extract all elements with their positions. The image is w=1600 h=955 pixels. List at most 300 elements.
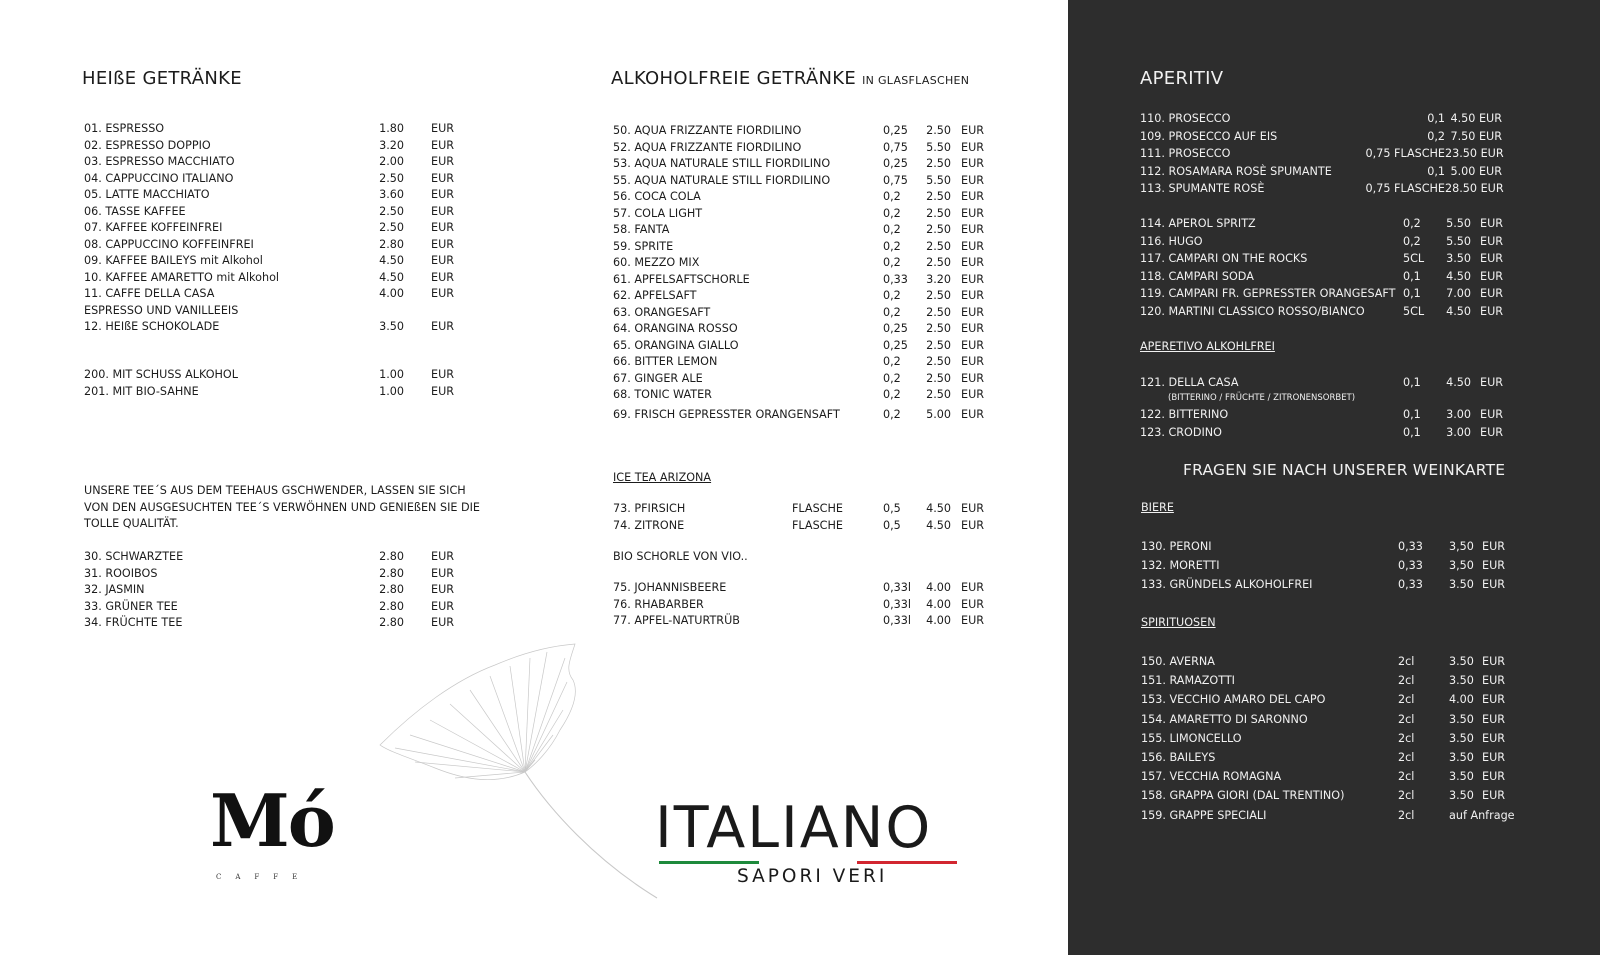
- menu-item-name: 58. FANTA: [613, 223, 670, 236]
- menu-item-price: 2.50: [926, 355, 951, 368]
- menu-item-name: 154. AMARETTO DI SARONNO: [1141, 712, 1308, 726]
- menu-item-price: 2.50: [926, 206, 951, 220]
- menu-item-price: 5.50: [926, 140, 951, 154]
- menu-item-name: 34. FRÜCHTE TEE: [84, 616, 183, 629]
- menu-item-name: 02. ESPRESSO DOPPIO: [84, 138, 211, 152]
- menu-item-cur: EUR: [961, 157, 985, 170]
- menu-item-cur: EUR: [1482, 674, 1506, 688]
- menu-item-name: 06. TASSE KAFFEE: [84, 204, 186, 218]
- menu-item-vol: 2cl: [1398, 731, 1415, 745]
- menu-item-price: 2.50: [379, 221, 404, 234]
- menu-item-price: 4.50: [1446, 376, 1471, 389]
- menu-item: [613, 239, 993, 256]
- menu-item-type: FLASCHE: [792, 502, 843, 515]
- menu-item-vol: 2cl: [1398, 750, 1415, 764]
- hot-extras-list: [84, 367, 464, 400]
- spirits-list: [1141, 652, 1581, 825]
- menu-item: [1141, 767, 1581, 786]
- menu-item-price: 3.50: [1449, 750, 1474, 764]
- menu-item-price: 3.20: [379, 138, 404, 152]
- menu-item-name: 62. APFELSAFT: [613, 289, 697, 302]
- menu-item: [1141, 748, 1581, 767]
- menu-item-price: 3.50: [1449, 770, 1474, 784]
- menu-item-name: 65. ORANGINA GIALLO: [613, 338, 739, 352]
- menu-item-vol: 2cl: [1398, 693, 1415, 707]
- aperitivo-af-title: APERETIVO ALKOHLFREI: [1140, 340, 1275, 353]
- menu-item-vol: 0,75: [883, 173, 908, 187]
- ginkgo-leaf-icon: [375, 640, 675, 900]
- menu-item: [84, 286, 464, 303]
- menu-item: [613, 173, 993, 190]
- menu-item-vol: 0,25: [883, 322, 908, 335]
- menu-item: [613, 305, 993, 322]
- menu-item-price: 2.50: [926, 223, 951, 236]
- menu-item: [613, 189, 993, 206]
- menu-item-name: 63. ORANGESAFT: [613, 305, 711, 319]
- menu-item-name: 32. JASMIN: [84, 583, 145, 596]
- menu-item-cur: EUR: [1480, 408, 1504, 421]
- menu-item-name: 77. APFEL-NATURTRÜB: [613, 614, 740, 627]
- menu-item-price: 4.50: [1446, 304, 1471, 318]
- menu-item-vol: 0,75 FLASCHE: [1365, 182, 1445, 196]
- menu-item-name: 116. HUGO: [1140, 234, 1203, 248]
- menu-item-name: 74. ZITRONE: [613, 518, 685, 532]
- menu-item-name: 12. HEIßE SCHOKOLADE: [84, 320, 220, 333]
- menu-item-price: 2.80: [379, 237, 404, 251]
- menu-item: [84, 549, 464, 566]
- menu-item: [613, 338, 993, 355]
- menu-item-cur: EUR: [1482, 578, 1506, 592]
- menu-item-name: 52. AQUA FRIZZANTE FIORDILINO: [613, 140, 802, 154]
- menu-item-price: 3,50: [1449, 540, 1474, 553]
- menu-item-cur: EUR: [961, 581, 985, 594]
- tea-intro-line: TOLLE QUALITÄT.: [84, 517, 179, 530]
- menu-item: [1140, 285, 1580, 303]
- menu-item-name: 113. SPUMANTE ROSÈ: [1140, 182, 1265, 196]
- menu-item-name: 01. ESPRESSO: [84, 122, 165, 135]
- menu-item-name: 61. APFELSAFTSCHORLE: [613, 272, 750, 286]
- menu-item: [613, 597, 993, 614]
- menu-item-name: 120. MARTINI CLASSICO ROSSO/BIANCO: [1140, 304, 1365, 318]
- menu-item-cur: EUR: [961, 272, 985, 286]
- menu-item-vol: 0,33l: [883, 614, 912, 627]
- menu-item-cur: EUR: [431, 616, 455, 629]
- menu-item-cur: EUR: [1480, 252, 1504, 266]
- spritz-list: [1140, 215, 1580, 321]
- menu-item-cur: EUR: [431, 270, 455, 284]
- menu-item-name: ESPRESSO UND VANILLEEIS: [84, 303, 239, 317]
- menu-item-cur: EUR: [431, 171, 455, 185]
- menu-item: [1141, 652, 1581, 671]
- menu-item-price: 3.50: [379, 320, 404, 333]
- menu-item: [1140, 163, 1580, 181]
- menu-item-vol: 0,1: [1403, 425, 1421, 439]
- menu-item-price: 4.50: [926, 518, 951, 532]
- menu-item: [1140, 110, 1580, 128]
- menu-item-name: 55. AQUA NATURALE STILL FIORDILINO: [613, 173, 831, 187]
- menu-item: [84, 303, 464, 320]
- menu-item-cur: EUR: [431, 155, 455, 168]
- menu-item-cur: EUR: [1480, 425, 1504, 439]
- menu-item-price: 7.00: [1446, 287, 1471, 301]
- menu-item-price: 5.50: [1446, 234, 1471, 248]
- menu-item-cur: EUR: [431, 254, 455, 267]
- menu-item-price: 3.00: [1446, 425, 1471, 439]
- menu-item-name: 57. COLA LIGHT: [613, 206, 703, 220]
- menu-item-name: 118. CAMPARI SODA: [1140, 269, 1254, 283]
- menu-item-cur: EUR: [431, 138, 455, 152]
- menu-item-cur: EUR: [1480, 217, 1504, 230]
- hot-drinks-list: [84, 121, 464, 336]
- menu-item-cur: EUR: [1482, 750, 1506, 764]
- menu-item-price: 2.50: [926, 190, 951, 203]
- menu-item-cur: EUR: [431, 122, 455, 135]
- menu-item: [1141, 786, 1581, 805]
- menu-item: [613, 206, 993, 223]
- soft-drinks-subtitle: IN GLASFLASCHEN: [862, 74, 970, 87]
- flag-red-stripe: [857, 861, 957, 864]
- flag-green-stripe: [659, 861, 759, 864]
- menu-item-price: 4.00: [926, 614, 951, 627]
- menu-item-price: 2.80: [379, 550, 404, 563]
- menu-item-price: 2.80: [379, 566, 404, 580]
- menu-item-price: 4.50: [1446, 269, 1471, 283]
- menu-item-cur: EUR: [431, 550, 455, 563]
- fresh-juice-list: [613, 407, 993, 424]
- menu-item-vol: 0,2: [883, 256, 901, 269]
- menu-item-cur: EUR: [431, 368, 455, 381]
- menu-item-vol: 0,2: [883, 305, 901, 319]
- menu-item-vol: 0,2: [883, 239, 901, 253]
- menu-item-price: 2.80: [379, 599, 404, 613]
- menu-item-cur: EUR: [1482, 655, 1506, 668]
- mo-logo-caffe: CAFFE: [216, 873, 312, 881]
- menu-item-name: 150. AVERNA: [1141, 655, 1215, 668]
- menu-item-vol: 2cl: [1398, 808, 1415, 822]
- menu-item: [1140, 406, 1580, 424]
- menu-item: [613, 222, 993, 239]
- menu-item-cur: EUR: [1482, 540, 1506, 553]
- menu-item-name: 119. CAMPARI FR. GEPRESSTER ORANGESAFT: [1140, 287, 1396, 301]
- tea-list: [84, 549, 464, 632]
- menu-item-cur: EUR: [1480, 376, 1504, 389]
- menu-item-name: 159. GRAPPE SPECIALI: [1141, 808, 1267, 822]
- menu-item-name: 03. ESPRESSO MACCHIATO: [84, 155, 235, 168]
- menu-item-price: 3.50: [1449, 674, 1474, 688]
- menu-item-price: auf Anfrage: [1449, 808, 1515, 822]
- menu-item: [84, 187, 464, 204]
- menu-item-vol: 0,5: [883, 518, 901, 532]
- menu-item: [1141, 671, 1581, 690]
- menu-item: [613, 613, 993, 630]
- menu-item-price: 4.50: [379, 270, 404, 284]
- menu-item-type: FLASCHE: [792, 518, 843, 532]
- menu-item: [84, 253, 464, 270]
- menu-item-cur: EUR: [961, 388, 985, 401]
- menu-item-vol: 0,1: [1403, 269, 1421, 283]
- menu-item-cur: EUR: [431, 566, 455, 580]
- menu-item-vol: 0,33: [1398, 559, 1423, 573]
- menu-item-price: 4.00: [926, 581, 951, 594]
- menu-item-vol: 0,25: [883, 124, 908, 137]
- menu-item: [84, 384, 464, 401]
- menu-item-name: 110. PROSECCO: [1140, 112, 1231, 125]
- menu-item-cur: EUR: [431, 384, 455, 398]
- menu-item: [1141, 710, 1581, 729]
- menu-item-price: 2.50: [926, 289, 951, 302]
- menu-item: [84, 171, 464, 188]
- menu-item: [613, 580, 993, 597]
- menu-item: [1141, 690, 1581, 709]
- menu-item-price: 3.20: [926, 272, 951, 286]
- menu-item-vol: 0,33l: [883, 581, 912, 594]
- menu-item-name: 130. PERONI: [1141, 540, 1212, 553]
- menu-item-vol: 0,2: [883, 289, 901, 302]
- menu-item-name: 09. KAFFEE BAILEYS mit Alkohol: [84, 254, 263, 267]
- menu-item-name: 112. ROSAMARA ROSÈ SPUMANTE: [1140, 164, 1332, 178]
- menu-item-vol: 0,25: [883, 157, 908, 170]
- menu-item-cur: EUR: [961, 502, 985, 515]
- menu-item-cur: EUR: [961, 371, 985, 385]
- menu-item: [613, 407, 993, 424]
- menu-item-vol: 5CL: [1403, 304, 1425, 318]
- menu-item: [1140, 250, 1580, 268]
- menu-item-name: 121. DELLA CASA: [1140, 376, 1239, 389]
- menu-item-name: 75. JOHANNISBEERE: [613, 581, 727, 594]
- menu-item-cur: EUR: [961, 408, 985, 421]
- menu-item: [1141, 537, 1581, 556]
- menu-item-price: 2.50: [379, 204, 404, 218]
- menu-item: [84, 582, 464, 599]
- beer-list: [1141, 537, 1581, 595]
- menu-item-vol: 0,33l: [883, 597, 912, 611]
- menu-item-name: 67. GINGER ALE: [613, 371, 703, 385]
- aperitivo-af-list: [1140, 406, 1580, 441]
- menu-item: [84, 204, 464, 221]
- menu-item: [613, 255, 993, 272]
- menu-item-cur: EUR: [431, 599, 455, 613]
- menu-item-name: 64. ORANGINA ROSSO: [613, 322, 738, 335]
- menu-item-cur: EUR: [431, 221, 455, 234]
- menu-item: [84, 138, 464, 155]
- menu-item-cur: EUR: [961, 355, 985, 368]
- tea-intro-line: VON DEN AUSGESUCHTEN TEE´S VERWÖHNEN UND GENIEßEN SIE DIE: [84, 500, 480, 514]
- menu-item-price: 3.50: [1449, 731, 1474, 745]
- menu-item-price: 3.50: [1446, 252, 1471, 266]
- menu-item: [1140, 424, 1580, 442]
- menu-item-price: 2.50: [926, 256, 951, 269]
- menu-item: [84, 615, 464, 632]
- menu-item-price: 1.00: [379, 384, 404, 398]
- wine-card-note: FRAGEN SIE NACH UNSERER WEINKARTE: [1183, 461, 1506, 479]
- menu-item-vol: 0,2: [883, 388, 901, 401]
- menu-item-cur: EUR: [1480, 304, 1504, 318]
- menu-item-price: 2.80: [379, 616, 404, 629]
- menu-item-vol: 2cl: [1398, 712, 1415, 726]
- aperitivo-af-first: [1140, 374, 1580, 392]
- menu-item: [84, 367, 464, 384]
- menu-item-name: 109. PROSECCO AUF EIS: [1140, 129, 1278, 143]
- menu-item-name: 117. CAMPARI ON THE ROCKS: [1140, 252, 1308, 266]
- menu-item: [613, 321, 993, 338]
- menu-item: [84, 154, 464, 171]
- menu-item-price: 28.50 EUR: [1445, 182, 1504, 196]
- menu-item-vol: 0,2: [883, 355, 901, 368]
- tea-intro-line: UNSERE TEE´S AUS DEM TEEHAUS GSCHWENDER, LASSEN SIE SICH: [84, 484, 466, 497]
- menu-item-cur: EUR: [1482, 731, 1506, 745]
- menu-item-name: 157. VECCHIA ROMAGNA: [1141, 770, 1282, 784]
- menu-item-price: 2.50: [379, 171, 404, 185]
- menu-item-vol: 0,2: [883, 206, 901, 220]
- menu-item-cur: EUR: [961, 223, 985, 236]
- soft-drinks-title: [611, 68, 969, 89]
- italiano-logo-subtitle: SAPORI VERI: [737, 866, 888, 887]
- menu-item-price: 2.50: [926, 388, 951, 401]
- menu-item-name: 132. MORETTI: [1141, 559, 1220, 573]
- icetea-title: ICE TEA ARIZONA: [613, 471, 712, 484]
- menu-item-vol: 0,1: [1427, 112, 1445, 125]
- menu-item: [1140, 303, 1580, 321]
- menu-item-name: 200. MIT SCHUSS ALKOHOL: [84, 368, 238, 381]
- menu-item: [1140, 374, 1580, 392]
- della-casa-note: (BITTERINO / FRÜCHTE / ZITRONENSORBET): [1168, 393, 1356, 403]
- menu-item-cur: EUR: [1482, 712, 1506, 726]
- beer-title: BIERE: [1141, 501, 1174, 514]
- menu-item-name: 123. CRODINO: [1140, 425, 1222, 439]
- menu-item-cur: EUR: [961, 338, 985, 352]
- menu-item-name: 11. CAFFE DELLA CASA: [84, 287, 215, 300]
- menu-item-price: 1.00: [379, 368, 404, 381]
- aperitiv-title: APERITIV: [1140, 68, 1224, 89]
- menu-item-price: 5.50: [926, 173, 951, 187]
- menu-item-vol: 0,1: [1403, 408, 1421, 421]
- menu-item-vol: 0,25: [883, 338, 908, 352]
- menu-item: [613, 123, 993, 140]
- menu-item-cur: EUR: [1482, 559, 1506, 573]
- menu-item-vol: 0,2: [883, 371, 901, 385]
- menu-item-name: 68. TONIC WATER: [613, 388, 712, 401]
- menu-item: [84, 599, 464, 616]
- menu-item-cur: EUR: [961, 597, 985, 611]
- menu-item-vol: 0,5: [883, 502, 901, 515]
- menu-item-price: 3.50: [1449, 789, 1474, 803]
- menu-item-cur: EUR: [961, 518, 985, 532]
- menu-item-name: 69. FRISCH GEPRESSTER ORANGENSAFT: [613, 408, 840, 421]
- menu-item-price: 3.50: [1449, 655, 1474, 668]
- menu-item-name: 158. GRAPPA GIORI (DAL TRENTINO): [1141, 789, 1345, 803]
- menu-item: [613, 156, 993, 173]
- menu-item-cur: EUR: [961, 305, 985, 319]
- menu-item: [84, 270, 464, 287]
- menu-item-cur: EUR: [1482, 693, 1506, 707]
- menu-item-cur: EUR: [1480, 287, 1504, 301]
- menu-item-name: 114. APEROL SPRITZ: [1140, 217, 1256, 230]
- menu-item-vol: 0,2: [883, 223, 901, 236]
- menu-item-name: 151. RAMAZOTTI: [1141, 674, 1235, 688]
- menu-item-price: 3,50: [1449, 559, 1474, 573]
- menu-item-cur: EUR: [961, 239, 985, 253]
- menu-item-cur: EUR: [1482, 789, 1506, 803]
- menu-item-name: 50. AQUA FRIZZANTE FIORDILINO: [613, 124, 802, 137]
- menu-item: [1140, 180, 1580, 198]
- menu-item-name: 04. CAPPUCCINO ITALIANO: [84, 171, 234, 185]
- soft-drinks-title-main: ALKOHOLFREIE GETRÄNKE: [611, 68, 857, 89]
- menu-item-cur: EUR: [961, 614, 985, 627]
- menu-item-price: 4.50: [926, 502, 951, 515]
- menu-item-price: 1.80: [379, 122, 404, 135]
- menu-item-price: 2.00: [379, 155, 404, 168]
- menu-item: [613, 140, 993, 157]
- menu-item: [1140, 268, 1580, 286]
- menu-item-name: 133. GRÜNDELS ALKOHOLFREI: [1141, 578, 1313, 592]
- menu-item-price: 2.50: [926, 157, 951, 170]
- tea-intro: [84, 483, 480, 533]
- menu-item-name: 76. RHABARBER: [613, 597, 704, 611]
- menu-item-name: 07. KAFFEE KOFFEINFREI: [84, 221, 223, 234]
- menu-item: [1140, 145, 1580, 163]
- menu-item: [84, 319, 464, 336]
- menu-item: [613, 288, 993, 305]
- menu-item-cur: EUR: [431, 320, 455, 333]
- menu-item-vol: 0,2: [883, 190, 901, 203]
- menu-item: [1141, 729, 1581, 748]
- italiano-logo: ITALIANO: [655, 795, 933, 861]
- menu-item-price: 3.50: [1449, 712, 1474, 726]
- menu-item: [613, 501, 993, 518]
- menu-item-name: 31. ROOIBOS: [84, 566, 158, 580]
- prosecco-list: [1140, 110, 1580, 198]
- menu-item-price: 5.00: [926, 408, 951, 421]
- menu-item-vol: 0,2: [1427, 129, 1445, 143]
- menu-item: [84, 121, 464, 138]
- menu-item-vol: 0,2: [1403, 217, 1421, 230]
- menu-item-price: 2.50: [926, 322, 951, 335]
- menu-item-price: 4.00: [1449, 693, 1474, 707]
- menu-item-price: 2.50: [926, 371, 951, 385]
- menu-item-name: 08. CAPPUCCINO KOFFEINFREI: [84, 237, 254, 251]
- menu-item: [613, 272, 993, 289]
- menu-item-price: 5.50: [1446, 217, 1471, 230]
- menu-item-name: 201. MIT BIO-SAHNE: [84, 384, 199, 398]
- menu-item: [1141, 556, 1581, 575]
- menu-item-price: 5.00 EUR: [1450, 164, 1502, 178]
- menu-item-name: 153. VECCHIO AMARO DEL CAPO: [1141, 693, 1326, 707]
- menu-item: [613, 518, 993, 535]
- menu-item: [1141, 575, 1581, 594]
- menu-item-cur: EUR: [961, 289, 985, 302]
- bio-list: [613, 580, 993, 630]
- menu-item-cur: EUR: [961, 190, 985, 203]
- menu-item-price: 2.50: [926, 305, 951, 319]
- menu-item-cur: EUR: [961, 256, 985, 269]
- menu-item: [613, 387, 993, 404]
- menu-item-cur: EUR: [961, 206, 985, 220]
- menu-item-vol: 0,75 FLASCHE: [1365, 147, 1445, 161]
- menu-item-price: 23.50 EUR: [1445, 147, 1504, 161]
- menu-item-price: 4.50: [379, 254, 404, 267]
- menu-item-cur: EUR: [431, 188, 455, 201]
- menu-item-vol: 2cl: [1398, 674, 1415, 688]
- menu-item-vol: 0,1: [1427, 164, 1445, 178]
- mo-logo: Mó: [210, 778, 334, 863]
- menu-item-vol: 2cl: [1398, 770, 1415, 784]
- menu-item-vol: 2cl: [1398, 789, 1415, 803]
- menu-item-vol: 2cl: [1398, 655, 1415, 668]
- menu-item-cur: EUR: [961, 124, 985, 137]
- menu-item-name: 56. COCA COLA: [613, 190, 701, 203]
- menu-item-cur: EUR: [961, 140, 985, 154]
- menu-item-price: 2.50: [926, 239, 951, 253]
